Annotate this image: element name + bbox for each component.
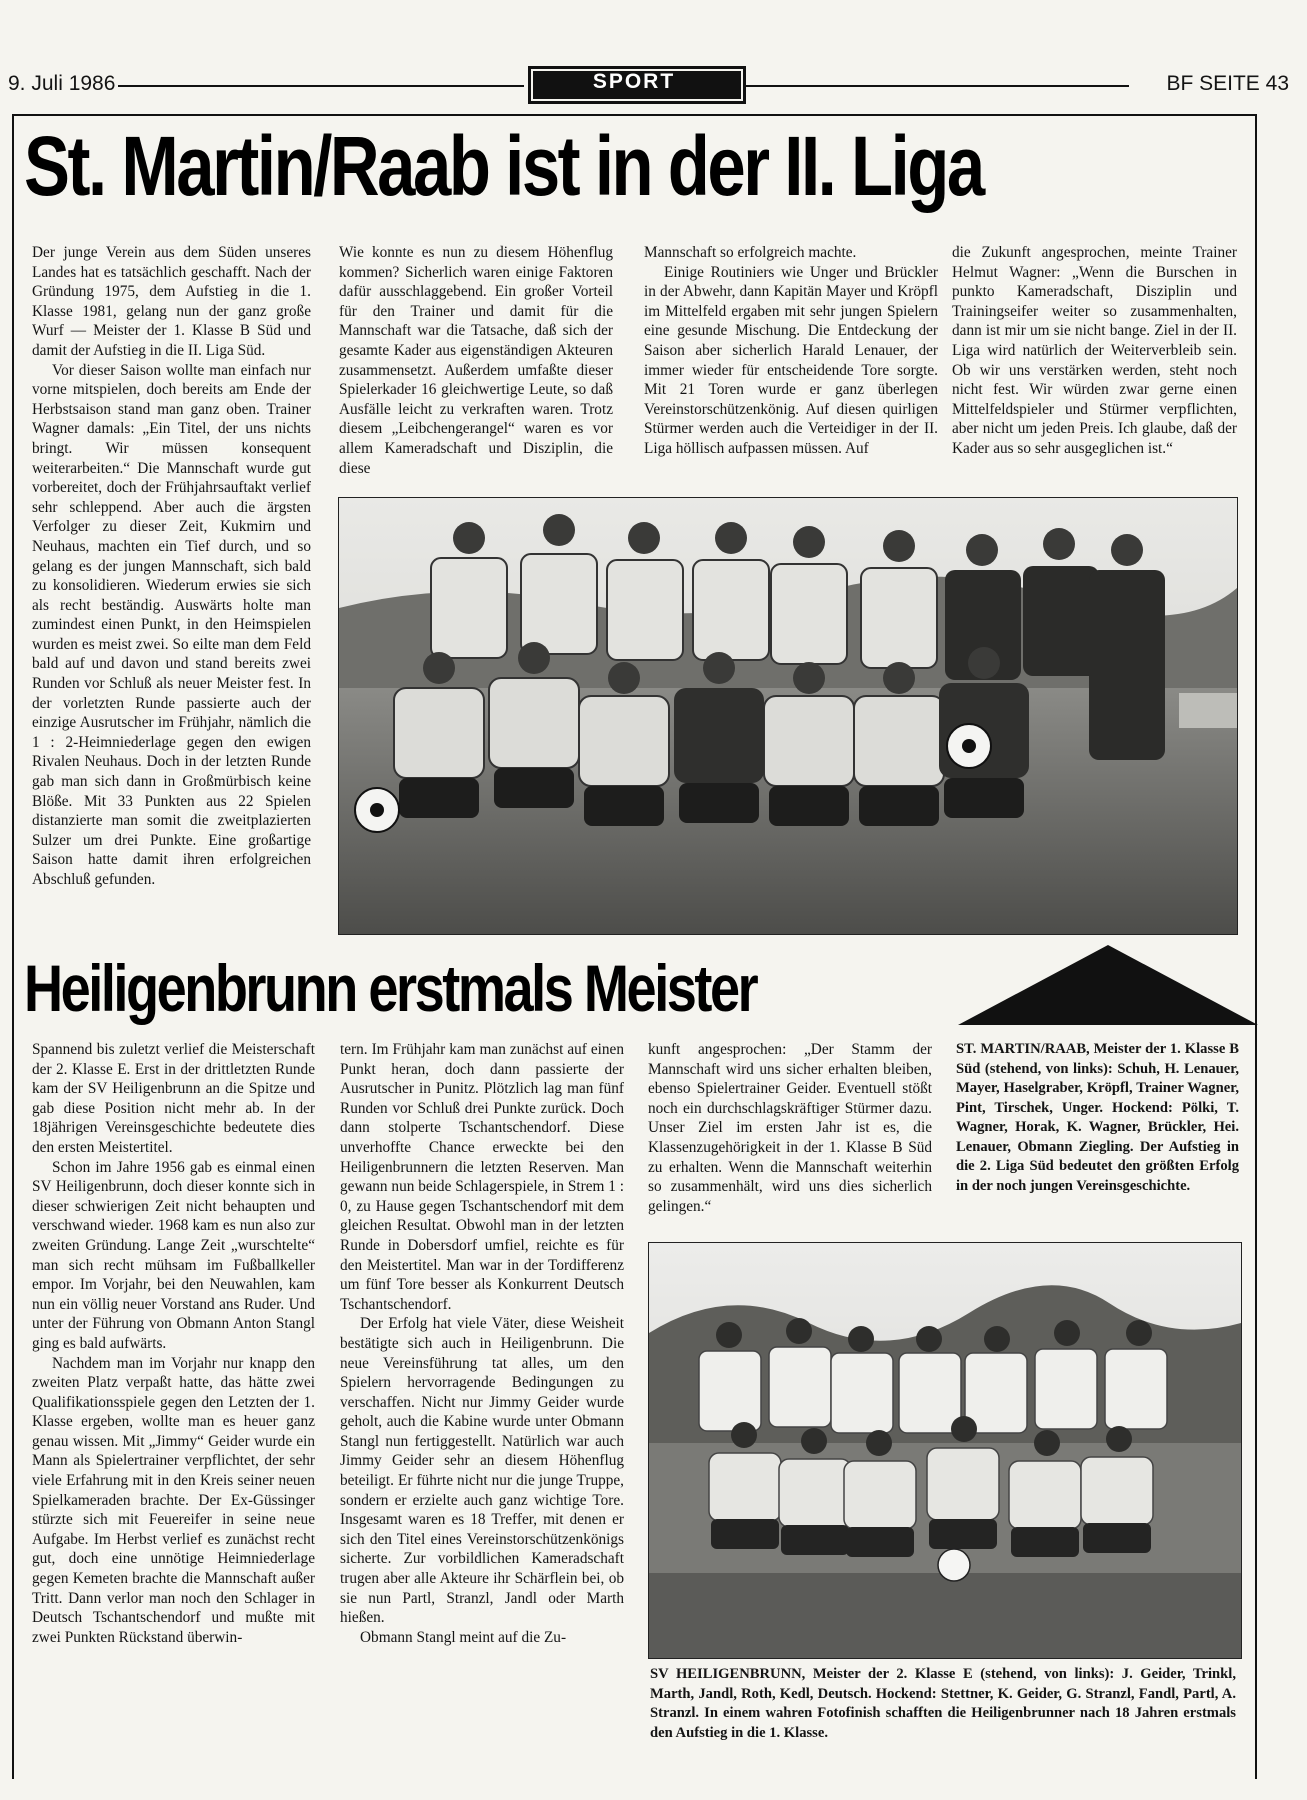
- article2-headline: Heiligenbrunn erstmals Meister: [24, 951, 757, 1025]
- paragraph: Der Erfolg hat viele Väter, diese Weisheit bestätigte sich auch in Heiligenbrunn. Die neue Vereinsführung tat alles, um den Spielern hervorragende Bedingungen zu verschaffen. Nicht nur Jimmy Geider wurde geholt, auch die Kabine wurde unter Obmann Stangl nun fertiggestellt. Natürlich war auch Jimmy Geider sehr an diesem Höhenflug beteiligt. Er führte nicht nur die junge Truppe, sondern er erzielte auch ganz wichtige Tore. Insgesamt waren es 18 Treffer, mit denen er sich den Titel eines Vereinstorschützenkönigs sicherte. Zur vorbildlichen Kameradschaft trugen aber alle Akteure ihr Schärflein bei, ob sie nun Partl, Stranzl, Jandl oder Marth hießen.: [340, 1315, 624, 1627]
- paragraph: Einige Routiniers wie Unger und Brückler in der Abwehr, dann Kapitän Mayer und Kröpfl im Mittelfeld ergaben mit sehr jungen Spielern eine gesunde Mischung. Die Entdeckung der Saison aber sicherlich Harald Lenauer, der immer wieder für entscheidende Tore sorgte. Mit 21 Toren wurde er ganz überlegen Vereinstorschützenkönig. Auf diesen quirligen Stürmer werden auch die Verteidiger in der II. Liga höllisch aufpassen müssen. Auf: [644, 263, 938, 457]
- st-martin-photo-caption: ST. MARTIN/RAAB, Meister der 1. Klasse B Süd (stehend, von links): Schuh, H. Lenauer, Mayer, Haselgraber, Kröpfl, Trainer Wagner, Pint, Tirschek, Unger. Hockend: Pölki, T. Wagner, Horak, K. Wagner, Brückler, Hei. Lenauer, Obmann Ziegling. Der Aufstieg in die 2. Liga Süd bedeutet den größten Erfolg in der noch jungen Vereinsgeschichte.: [956, 1041, 1239, 1194]
- paragraph: Mannschaft so erfolgreich machte.: [644, 244, 857, 261]
- header-rule-right: [744, 85, 1129, 87]
- paragraph: tern. Im Frühjahr kam man zunächst auf einen Punkt heran, doch dann passierte der Ausrutscher in Punitz. Plötzlich lag man fünf Runden vor Schluß drei Punkte zurück. Doch dann stolperte Tschantschendorf. Diese unverhoffte Chance erweckte bei den Heiligenbrunnern die letzten Reserven. Man gewann nun beide Schlagerspiele, in Strem 1 : 0, zu Hause gegen Tschantschendorf mit dem gleichen Resultat. Obwohl man in der letzten Runde in Dobersdorf umfiel, reichte es für den Meistertitel. Man war in der Tordifferenz um fünf Tore besser als Konkurrent Deutsch Tschantschendorf.: [340, 1041, 624, 1313]
- paragraph: Der junge Verein aus dem Süden unseres Landes hat es tatsächlich geschafft. Nach der Gründung 1975, dem Aufstieg in die 1. Klasse 1981, gelang nun der ganz große Wurf — Meister der 1. Klasse B Süd und damit der Aufstieg in die II. Liga Süd.: [32, 244, 311, 359]
- section-label: SPORT: [592, 70, 676, 93]
- team-photo-st-martin-image: [339, 498, 1237, 934]
- team-photo-heiligenbrunn: [648, 1242, 1242, 1659]
- article2-column-3: [648, 1040, 932, 1216]
- paragraph: Vor dieser Saison wollte man einfach nur vorne mitspielen, doch bereits am Ende der Herbstsaison stand man ganz oben. Trainer Wagner damals: „Ein Titel, der uns nichts bringt. Wir müssen konsequent weiterarbeiten.“ Die Mannschaft wurde gut vorbereitet, doch der Frühjahrsauftakt verlief sehr schleppend. Aber auch die ärgsten Verfolger zu dieser Zeit, Kukmirn und Neuhaus, machten ein Tief durch, und so gelang es der jungen Mannschaft, sich bald zu konsolidieren. Wiederum erwies sie sich als recht beständig. Auswärts holte man zumindest einen Punkt, in den Heimspielen wurden es meist zwei. So eilte man dem Feld bald auf und davon und stand bereits zwei Runden vor Schluß als neuer Meister fest. In der vorletzten Runde passierte auch der einzige Ausrutscher im Frühjahr, nämlich die 1 : 2-Heimniederlage gegen den ewigen Rivalen Neuhaus. Doch in der letzten Runde gab man sich dann in Großmürbisch keine Blöße. Mit 33 Punkten aus 22 Spielen distanzierte man somit die zweitplazierten Sulzer um drei Punkte. Eine großartige Saison hatte damit ihren erfolgreichen Abschluß gefunden.: [32, 361, 311, 888]
- paragraph: die Zukunft angesprochen, meinte Trainer Helmut Wagner: „Wenn die Burschen in punkto Kameradschaft, Disziplin und Trainingseifer weiter so zusammenhalten, dann ist mir um sie nicht bange. Ziel in der II. Liga wird natürlich der Weiterverbleib sein. Ob wir uns verstärken werden, steht noch nicht fest. Wir würden zwar gerne einen Mittelfeldspieler und Stürmer verpflichten, aber nicht um jeden Preis. Ich glaube, daß der Kader aus so sehr ausgeglichen ist.“: [952, 244, 1237, 457]
- article1-column-1: [32, 243, 311, 890]
- page-number: BF SEITE 43: [1166, 72, 1289, 95]
- paragraph: Nachdem man im Vorjahr nur knapp den zweiten Platz verpaßt hatte, das hätte zwei Qualifikationsspiele gegen den Letzten der 1. Klasse ergeben, wollte man es heuer ganz genau wissen. Mit „Jimmy“ Geider wurde ein Mann als Spielertrainer verpflichtet, der sehr viele Erfahrung mit in den Kreis seiner neuen Spielkameraden brachte. Der Ex-Güssinger stürzte sich mit Feuereifer in seine neue Aufgabe. Im Herbst verlief es zunächst recht gut, doch eine unnötige Heimniederlage gegen Kemeten brachte die Mannschaft außer Tritt. Dann verlor man noch den Schlager in Deutsch Tschantschendorf und mußte mit zwei Punkten Rückstand überwin-: [32, 1354, 315, 1646]
- paragraph: Obmann Stangl meint auf die Zu-: [360, 1628, 567, 1646]
- paragraph: Wie konnte es nun zu diesem Höhenflug kommen? Sicherlich waren einige Faktoren dafür ausschlaggebend. Ein großer Vorteil für den Trainer und damit für die Mannschaft war die Tatsache, daß sich der gesamte Kader aus eigenständigen Akteuren zusammensetzt. Außerdem umfaßte dieser Spielerkader 16 gleichwertige Leute, so daß Ausfälle leicht zu verkraften waren. Trotz diesem „Leibchengerangel“ waren es vor allem Kameradschaft und Disziplin, die diese: [339, 244, 613, 477]
- article1-headline: St. Martin/Raab ist in der II. Liga: [24, 119, 983, 213]
- paragraph: kunft angesprochen: „Der Stamm der Mannschaft wird uns sicher erhalten bleiben, ebenso Spielertrainer Geider. Eventuell stößt noch ein durchschlagskräftiger Stürmer dazu. Unser Ziel im ersten Jahr ist es, die Klassenzugehörigkeit in der 1. Klasse B Süd zu erhalten. Wenn die Mannschaft weiterhin so zusammenhält, wird uns dies sicherlich gelingen.“: [648, 1041, 932, 1215]
- paragraph: Schon im Jahre 1956 gab es einmal einen SV Heiligenbrunn, doch dieser konnte sich in dieser schwierigen Zeit nicht behaupten und verschwand wieder. 1968 kam es nun also zur zweiten Gründung. Lange Zeit „wurschtelte“ man sich recht mühsam im Fußballkeller empor. Im Vorjahr, bei den Neuwahlen, kam nun ein völlig neuer Vorstand ans Ruder. Und unter der Führung von Obmann Anton Stangl ging es bald aufwärts.: [32, 1158, 315, 1352]
- header-rule-left: [118, 85, 524, 87]
- page-header: [0, 60, 1307, 108]
- article2-column-1: [32, 1040, 315, 1647]
- heiligenbrunn-photo-caption: SV HEILIGENBRUNN, Meister der 2. Klasse E (stehend, von links): J. Geider, Trinkl, Marth, Jandl, Roth, Kedl, Deutsch. Hockend: Stettner, K. Geider, G. Stranzl, Fandl, Partl, A. Stranzl. In einem wahren Fotofinish schafften die Heiligenbrunner nach 18 Jahren erstmals den Aufstieg in die 1. Klasse.: [650, 1666, 1236, 1741]
- paragraph: Spannend bis zuletzt verlief die Meisterschaft der 2. Klasse E. Erst in der drittletzten Runde kam der SV Heiligenbrunn an die Spitze und gab diese Position nicht mehr ab. In der 18jährigen Vereinsgeschichte bedeutete dies den ersten Meistertitel.: [32, 1041, 315, 1156]
- article2-column-2: [340, 1040, 624, 1647]
- article1-column-4: [952, 243, 1237, 459]
- issue-date: 9. Juli 1986: [8, 72, 116, 95]
- team-photo-heiligenbrunn-image: [649, 1243, 1241, 1658]
- article1-column-3: [644, 243, 938, 459]
- article1-column-2: [339, 243, 613, 478]
- triangle-up-icon: [958, 945, 1258, 1025]
- team-photo-st-martin: [338, 497, 1238, 935]
